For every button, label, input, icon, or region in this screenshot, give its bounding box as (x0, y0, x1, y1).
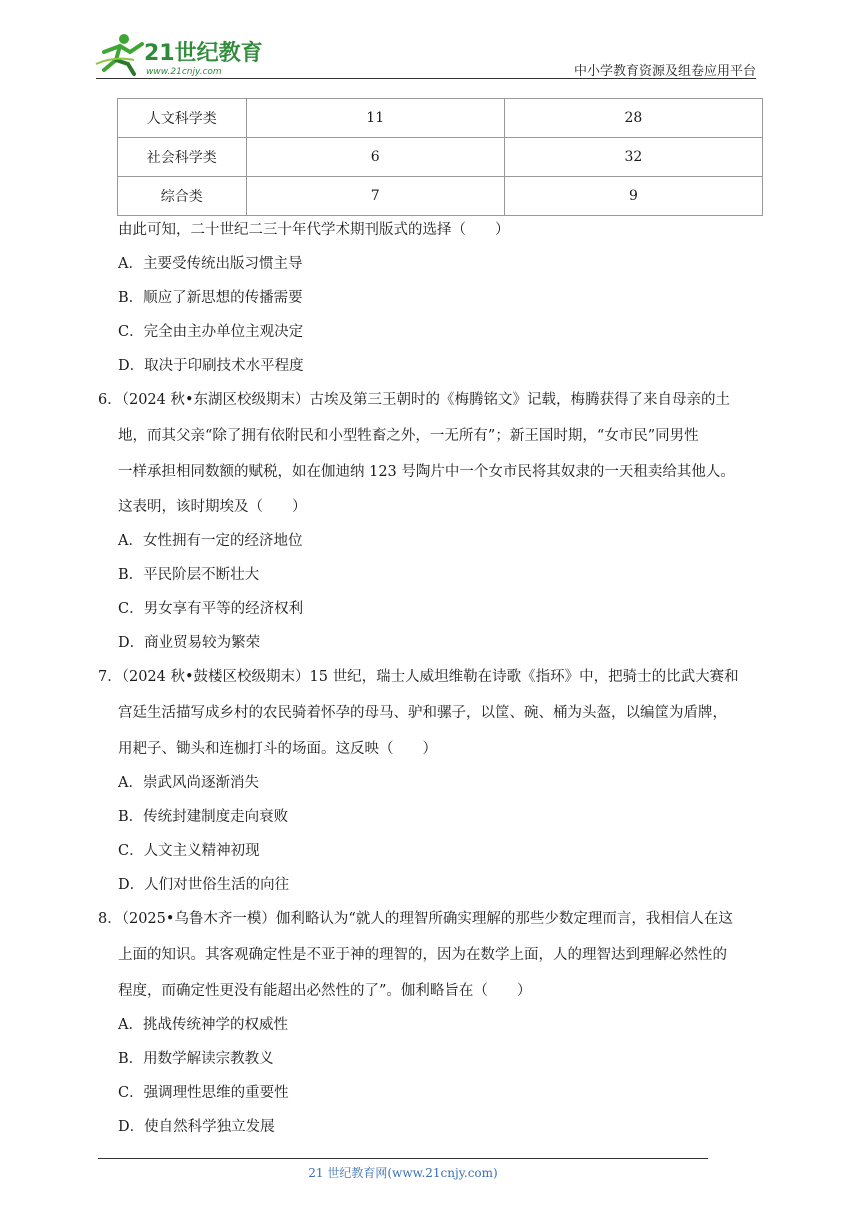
question-8-line: 上面的知识。其客观确定性是不亚于神的理智的，因为在数学上面，人的理智达到理解必然性的 (118, 946, 727, 963)
question-7-line: 用耙子、锄头和连枷打斗的场面。这反映（ ） (118, 740, 437, 757)
table-cell: 综合类 (118, 177, 247, 216)
question-8-line: 8．（2025•乌鲁木齐一模）伽利略认为“就人的理智所确实理解的那些少数定理而言，我相信人在这 (98, 910, 733, 927)
site-logo (94, 30, 264, 78)
question-5-stem: 由此可知，二十世纪二三十年代学术期刊版式的选择（ ） (118, 222, 510, 238)
question-6-line: 6．（2024 秋•东湖区校级期末）古埃及第三王朝时的《梅腾铭文》记载，梅腾获得了来自母亲的土 (98, 392, 731, 408)
table-cell: 11 (246, 99, 504, 138)
option-a: A．女性拥有一定的经济地位 (118, 533, 303, 550)
journal-format-table (117, 98, 763, 216)
option-a: A．崇武风尚逐渐消失 (118, 774, 259, 791)
table-cell: 7 (246, 177, 504, 216)
option-a: A．主要受传统出版习惯主导 (118, 256, 303, 272)
table-cell: 6 (246, 138, 504, 177)
footer-divider (98, 1158, 708, 1159)
table-row (118, 177, 763, 216)
option-c: C．人文主义精神初现 (118, 842, 260, 859)
runner-logo-icon (94, 30, 264, 78)
table-cell: 人文科学类 (118, 99, 247, 138)
option-d: D．人们对世俗生活的向往 (118, 876, 290, 893)
question-8-line: 程度，而确定性更没有能超出必然性的了”。伽利略旨在（ ） (118, 982, 532, 999)
svg-text:www.21cnjy.com: www.21cnjy.com (146, 67, 222, 77)
option-c: C．完全由主办单位主观决定 (118, 324, 304, 340)
option-d: D．商业贸易较为繁荣 (118, 635, 261, 652)
option-b: B．顺应了新思想的传播需要 (118, 290, 303, 306)
question-6-line: 一样承担相同数额的赋税，如在伽迪纳 123 号陶片中一个女市民将其奴隶的一天租卖给其他人。 (118, 463, 735, 480)
option-b: B．传统封建制度走向衰败 (118, 808, 289, 825)
option-d: D．取决于印刷技术水平程度 (118, 358, 304, 374)
option-b: B．用数学解读宗教教义 (118, 1050, 274, 1067)
table-cell: 社会科学类 (118, 138, 247, 177)
option-b: B．平民阶层不断壮大 (118, 567, 260, 584)
option-c: C．强调理性思维的重要性 (118, 1084, 289, 1101)
table-cell: 32 (504, 138, 762, 177)
platform-name: 中小学教育资源及组卷应用平台 (573, 64, 756, 79)
option-a: A．挑战传统神学的权威性 (118, 1016, 288, 1033)
table-row (118, 99, 763, 138)
option-c: C．男女享有平等的经济权利 (118, 601, 304, 618)
question-7-line: 宫廷生活描写成乡村的农民骑着怀孕的母马、驴和骡子，以筐、碗、桶为头盔，以编筐为盾牌， (118, 705, 727, 722)
option-d: D．使自然科学独立发展 (118, 1118, 275, 1135)
question-7-line: 7．（2024 秋•鼓楼区校级期末）15 世纪，瑞士人威坦维勒在诗歌《指环》中，把骑士的比武大赛和 (98, 669, 739, 686)
svg-text:21世纪教育: 21世纪教育 (144, 41, 263, 66)
table-cell: 28 (504, 99, 762, 138)
header-divider (96, 78, 756, 79)
question-6-line: 这表明，该时期埃及（ ） (118, 499, 307, 516)
question-6-line: 地，而其父亲“除了拥有依附民和小型牲畜之外，一无所有”；新王国时期，“女市民”同男性 (118, 427, 699, 444)
question-content (98, 220, 764, 1151)
table-cell: 9 (504, 177, 762, 216)
table-row (118, 138, 763, 177)
footer-link[interactable]: 21 世纪教育网(www.21cnjy.com) (308, 1166, 498, 1180)
